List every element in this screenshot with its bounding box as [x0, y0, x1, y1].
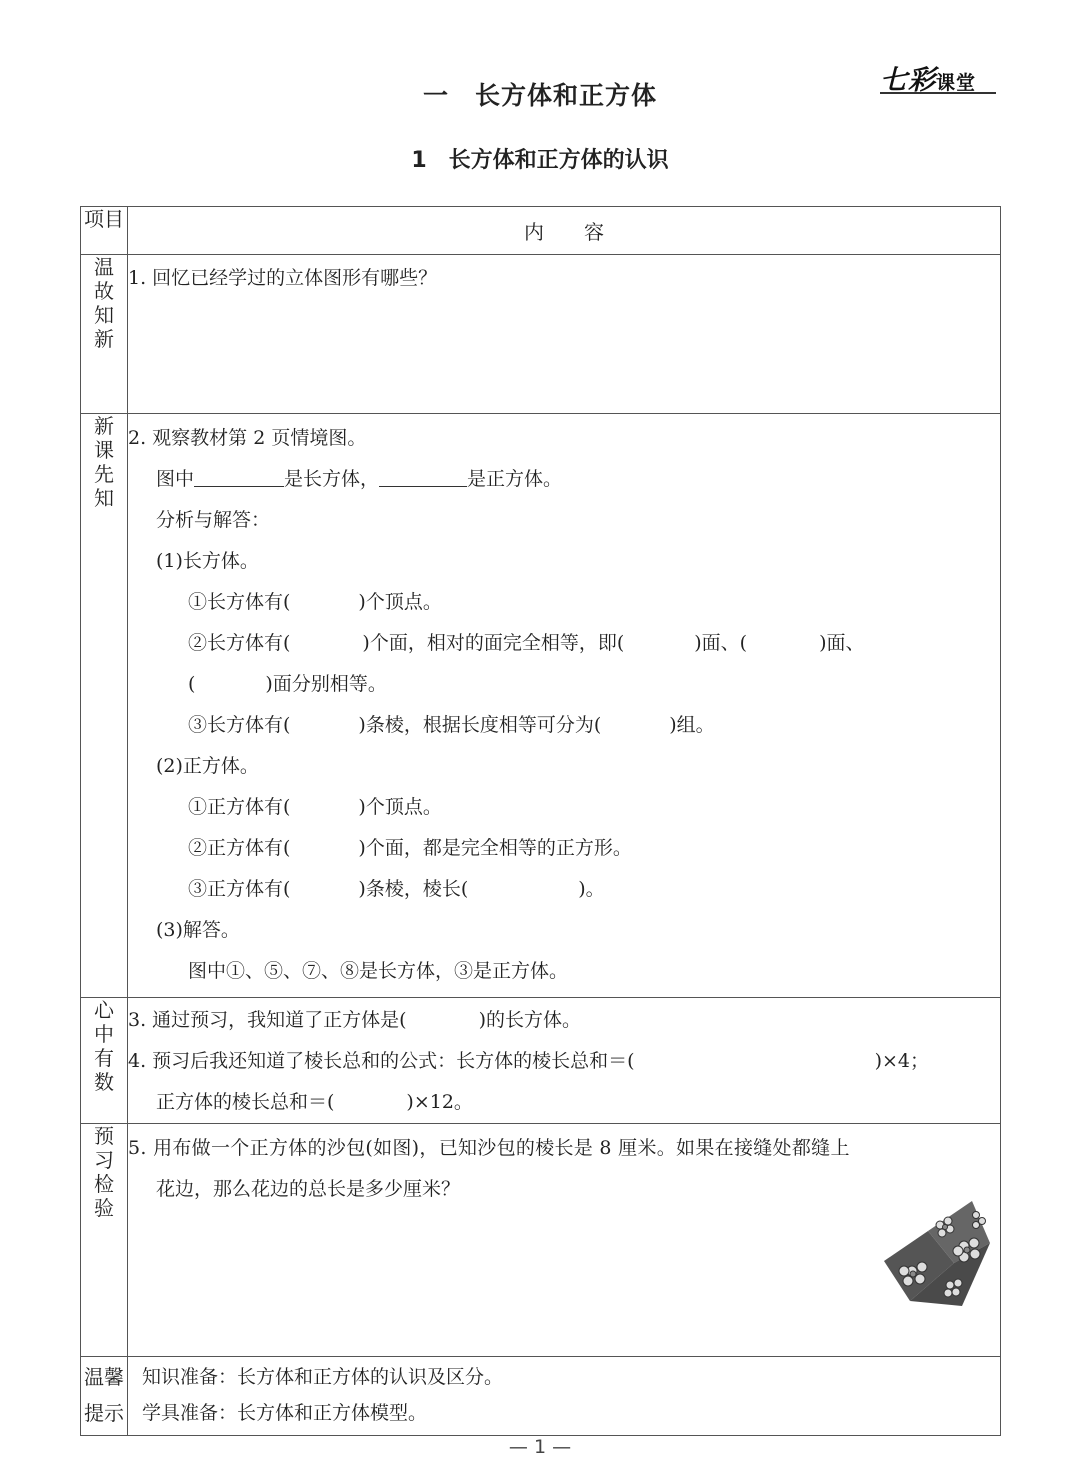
question-2: 2. 观察教材第 2 页情境图。 [128, 427, 367, 449]
heart-row [81, 998, 1001, 1124]
preview-row [81, 1124, 1001, 1357]
tips-row [81, 1357, 1001, 1436]
heart-content [128, 998, 1001, 1124]
question-5: 5. 用布做一个正方体的沙包(如图)，已知沙包的棱长是 8 厘米。如果在接缝处都缝上 [128, 1137, 850, 1159]
worksheet-table [80, 206, 1001, 1436]
part-2-title: (2)正方体。 [156, 755, 259, 777]
review-label: 温故知新 [81, 255, 128, 414]
brand-logo-subtext: 课堂 [936, 72, 977, 94]
part-1-b-cont: ( )面分别相等。 [188, 673, 387, 695]
question-4-cont: 正方体的棱长总和＝( )×12。 [156, 1091, 473, 1113]
part-1-a: ①长方体有( )个顶点。 [188, 591, 442, 613]
review-content [128, 255, 1001, 414]
preview-label: 预习检验 [81, 1124, 128, 1357]
analysis-heading: 分析与解答： [156, 509, 271, 531]
blank-cuboid[interactable] [194, 459, 284, 487]
header-item-cell: 项目 [81, 207, 128, 255]
chapter-title: 一 长方体和正方体 [422, 81, 657, 110]
preview-content [128, 1124, 1001, 1357]
part-1-title: (1)长方体。 [156, 550, 259, 572]
tip-knowledge: 知识准备：长方体和正方体的认识及区分。 [142, 1366, 504, 1388]
heart-label: 心中有数 [81, 998, 128, 1124]
question-1: 1. 回忆已经学过的立体图形有哪些？ [128, 267, 438, 289]
part-1-c: ③长方体有( )条棱，根据长度相等可分为( )组。 [188, 714, 715, 736]
tip-tools: 学具准备：长方体和正方体模型。 [142, 1402, 428, 1424]
fill-blank-line: 图中 是长方体， 是正方体。 [128, 459, 1000, 500]
part-1-b: ②长方体有( )个面，相对的面完全相等，即( )面、( )面、 [188, 632, 865, 654]
part-2-c: ③正方体有( )条棱，棱长( )。 [188, 878, 605, 900]
blank-cube[interactable] [379, 459, 467, 487]
new-lesson-content [128, 414, 1001, 998]
page-number: — 1 — [508, 1436, 572, 1458]
question-5-cont: 花边，那么花边的总长是多少厘米？ [156, 1178, 461, 1200]
header-content-cell: 内 容 [128, 207, 1001, 255]
section-title: 1 长方体和正方体的认识 [411, 148, 669, 173]
part-2-a: ①正方体有( )个顶点。 [188, 796, 442, 818]
sandbag-cube-image [880, 1201, 992, 1316]
tips-content [128, 1357, 1001, 1436]
header-row [81, 207, 1001, 255]
review-row [81, 255, 1001, 414]
question-4: 4. 预习后我还知道了棱长总和的公式：长方体的棱长总和＝( )×4； [128, 1050, 930, 1072]
new-lesson-row [81, 414, 1001, 998]
question-3: 3. 通过预习，我知道了正方体是( )的长方体。 [128, 1009, 582, 1031]
new-lesson-label: 新课先知 [81, 414, 128, 998]
tips-label: 温馨 提示 [81, 1357, 128, 1436]
part-2-b: ②正方体有( )个面，都是完全相等的正方形。 [188, 837, 632, 859]
part-3-title: (3)解答。 [156, 919, 240, 941]
part-3-answer: 图中①、⑤、⑦、⑧是长方体，③是正方体。 [188, 960, 569, 982]
brand-logo-text: 七彩 [880, 65, 936, 96]
